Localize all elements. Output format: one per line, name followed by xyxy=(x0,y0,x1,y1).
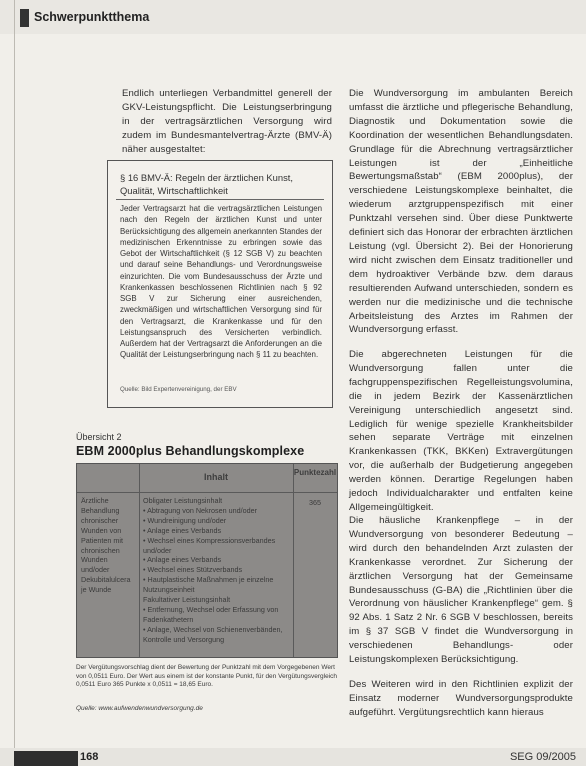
figure-caption: Der Vergütungsvorschlag dient der Bewertung der Punktzahl mit dem Vorgegebenen Wert von 0,0511 Euro. Der Wert aus einem ist der konstante Punkt, für den Vergütungsvergleich 0,0511 Euro 365 Punkte x 0,0511 = 18,65 Euro. xyxy=(76,664,337,689)
footer-marker xyxy=(14,751,78,766)
table-inhalt-item: • Abtragung von Nekrosen und/oder xyxy=(143,505,257,515)
right-paragraph-3: Die häusliche Krankenpflege – in der Wundversorgung von besonderer Bedeutung – wird durch den behandelnden Arzt zulasten der Krankenkasse verordnet. Zur Sicherung der ärztlichen Versorgung hat der Gemeinsame Bundesausschuss (G-BA) die „Richtlinien über die Verordnung von häuslicher Krankenpflege“ gem. § 92 Abs. 1 Satz 2 Nr. 6 SGB V beschlossen, bereits im § 37 SGB V findet die Wundversorgung in verschiedenen Behandlungs- oder Leistungskomplexen Berücksichtigung. xyxy=(349,515,573,666)
table-inhalt-item: • Entfernung, Wechsel oder Erfassung von Fadenkathetern xyxy=(143,604,279,624)
binding-edge xyxy=(14,0,15,766)
table-cell-points: 365 xyxy=(309,498,321,507)
figure-source: Quelle: www.aufwendenwundversorgung.de xyxy=(76,705,203,712)
right-paragraph-4: Des Weiteren wird in den Richtlinien explizit der Einsatz moderner Wundversorgungsprodukte aufgeführt. Vergütungsrechtlich kann hieraus xyxy=(349,679,573,718)
right-paragraph-1: Die Wundversorgung im ambulanten Bereich umfasst die ärztliche und pflegerische Behandlung, Diagnostik und Dokumentation sowie die Koordination der wesentlichen Behandlungsdaten. Grundlage für die Abrechnung vertragsärztlicher Leistungen ist der „Einheitliche Bewertungsmaßstab“ (EBM 2000plus), der verschiedene Leistungskomplexe beinhaltet, die wiederum arztgruppenspezifisch mit einer Punktzahl versehen sind. Über diese Punktwerte definiert sich das Honorar der erbrachten ärztlichen Leistung (vgl. Übersicht 2). Bei der Honorierung wird nicht zwischen dem Einsatz traditioneller und dem hydroaktiver Verbände bzw. dem daraus resultierenden Aufwand unterschieden, sondern es werden nur die medizinische und die technische Arbeitsleistung des Arztes im Rahmen der Wundversorgung erfasst. xyxy=(349,88,573,336)
table-cell-leistung: Ärztliche Behandlung chronischer Wunden von Patienten mit chronischen Wunden und/oder Dekubitalulcera je Wunde xyxy=(81,496,131,595)
table-inhalt-item: • Wundreinigung und/oder xyxy=(143,515,227,525)
table-inhalt-item: Fakultativer Leistungsinhalt xyxy=(143,595,231,605)
infobox-divider xyxy=(116,199,324,200)
figure-title: EBM 2000plus Behandlungskomplexe xyxy=(76,444,305,458)
ebm-table xyxy=(76,463,338,658)
table-inhalt-item: • Anlage eines Verbands xyxy=(143,525,222,535)
table-inhalt-item: • Wechsel eines Stützverbands xyxy=(143,565,243,575)
table-column-rule xyxy=(293,464,294,657)
table-column-rule xyxy=(139,464,140,657)
right-paragraph-2: Die abgerechneten Leistungen für die Wundversorgung fallen unter die fachgruppenspezifischen Regelleistungsvolumina, die in jedem Bezirk der Kassenärztlichen Vereinigung unterschiedlich angesetzt sind. Lediglich für wenige spezielle Krankheitsbilder sehen separate Verträge mit einzelnen Krankenkassen (TKK, BKKen) Extravergütungen vor, die außerhalb der Budgetierung angegeben werden können. Derartige Regelungen haben jedoch Individualcharakter und entfalten keine Allgemeingültigkeit. xyxy=(349,349,573,513)
table-inhalt-item: • Anlage eines Verbands xyxy=(143,555,222,565)
table-header-rule xyxy=(77,492,337,493)
infobox-title: § 16 BMV-Ä: Regeln der ärztlichen Kunst, Qualität, Wirtschaftlichkeit xyxy=(120,172,294,196)
table-inhalt-item: Obligater Leistungsinhalt xyxy=(143,496,223,505)
section-title: Schwerpunktthema xyxy=(34,10,150,24)
table-header-punktezahl: Punktezahl xyxy=(293,468,337,477)
infobox-source: Quelle: Bild Expertenvereinigung, der EBV xyxy=(120,386,237,393)
table-cell-inhalt xyxy=(143,496,291,645)
table-header-inhalt: Inhalt xyxy=(204,472,228,482)
section-marker xyxy=(20,9,29,27)
infobox-body: Jeder Vertragsarzt hat die vertragsärztlichen Leistungen nach den Regeln der ärztlichen Kunst und unter Berücksichtigung des allgemein anerkannten Standes der medizinischen Erkenntnisse zu erbringen sowie das Gebot der Wirtschaftlichkeit (§ 12 SGB V) zu beachten und darauf seine Behandlungs- und Verordnungsweise einzurichten. Die vom Bundesausschuss der Ärzte und Krankenkassen beschlossenen Richtlinien nach § 92 SGB V zur Sicherung einer ausreichenden, zweckmäßigen und wirtschaftlichen Versorgung sind für den Vertragsarzt, die Krankenkasse und für den Leistungsanspruch des Versicherten verbindlich. Außerdem hat der Vertragsarzt die Anforderungen an die Qualität der Leistungserbringung nach § 11 zu beachten. xyxy=(120,204,322,360)
table-inhalt-item: • Anlage, Wechsel von Schienenverbänden, Kontrolle und Versorgung xyxy=(143,624,283,644)
journal-issue: SEG 09/2005 xyxy=(509,751,576,763)
table-inhalt-item: • Hautplastische Maßnahmen je einzelne Nutzungseinheit xyxy=(143,575,274,595)
page-number: 168 xyxy=(80,751,99,763)
table-inhalt-item: • Wechsel eines Kompressionsverbandes und/oder xyxy=(143,535,276,555)
legal-infobox xyxy=(107,160,333,408)
left-intro-paragraph: Endlich unterliegen Verbandmittel generell der GKV-Leistungspflicht. Die Leistungserbringung in der vertragsärztlichen Versorgung wird zudem im Bundesmantelvertrag-Ärzte (BMV-Ä) näher ausgestaltet: xyxy=(122,88,332,155)
figure-label: Übersicht 2 xyxy=(76,432,122,442)
